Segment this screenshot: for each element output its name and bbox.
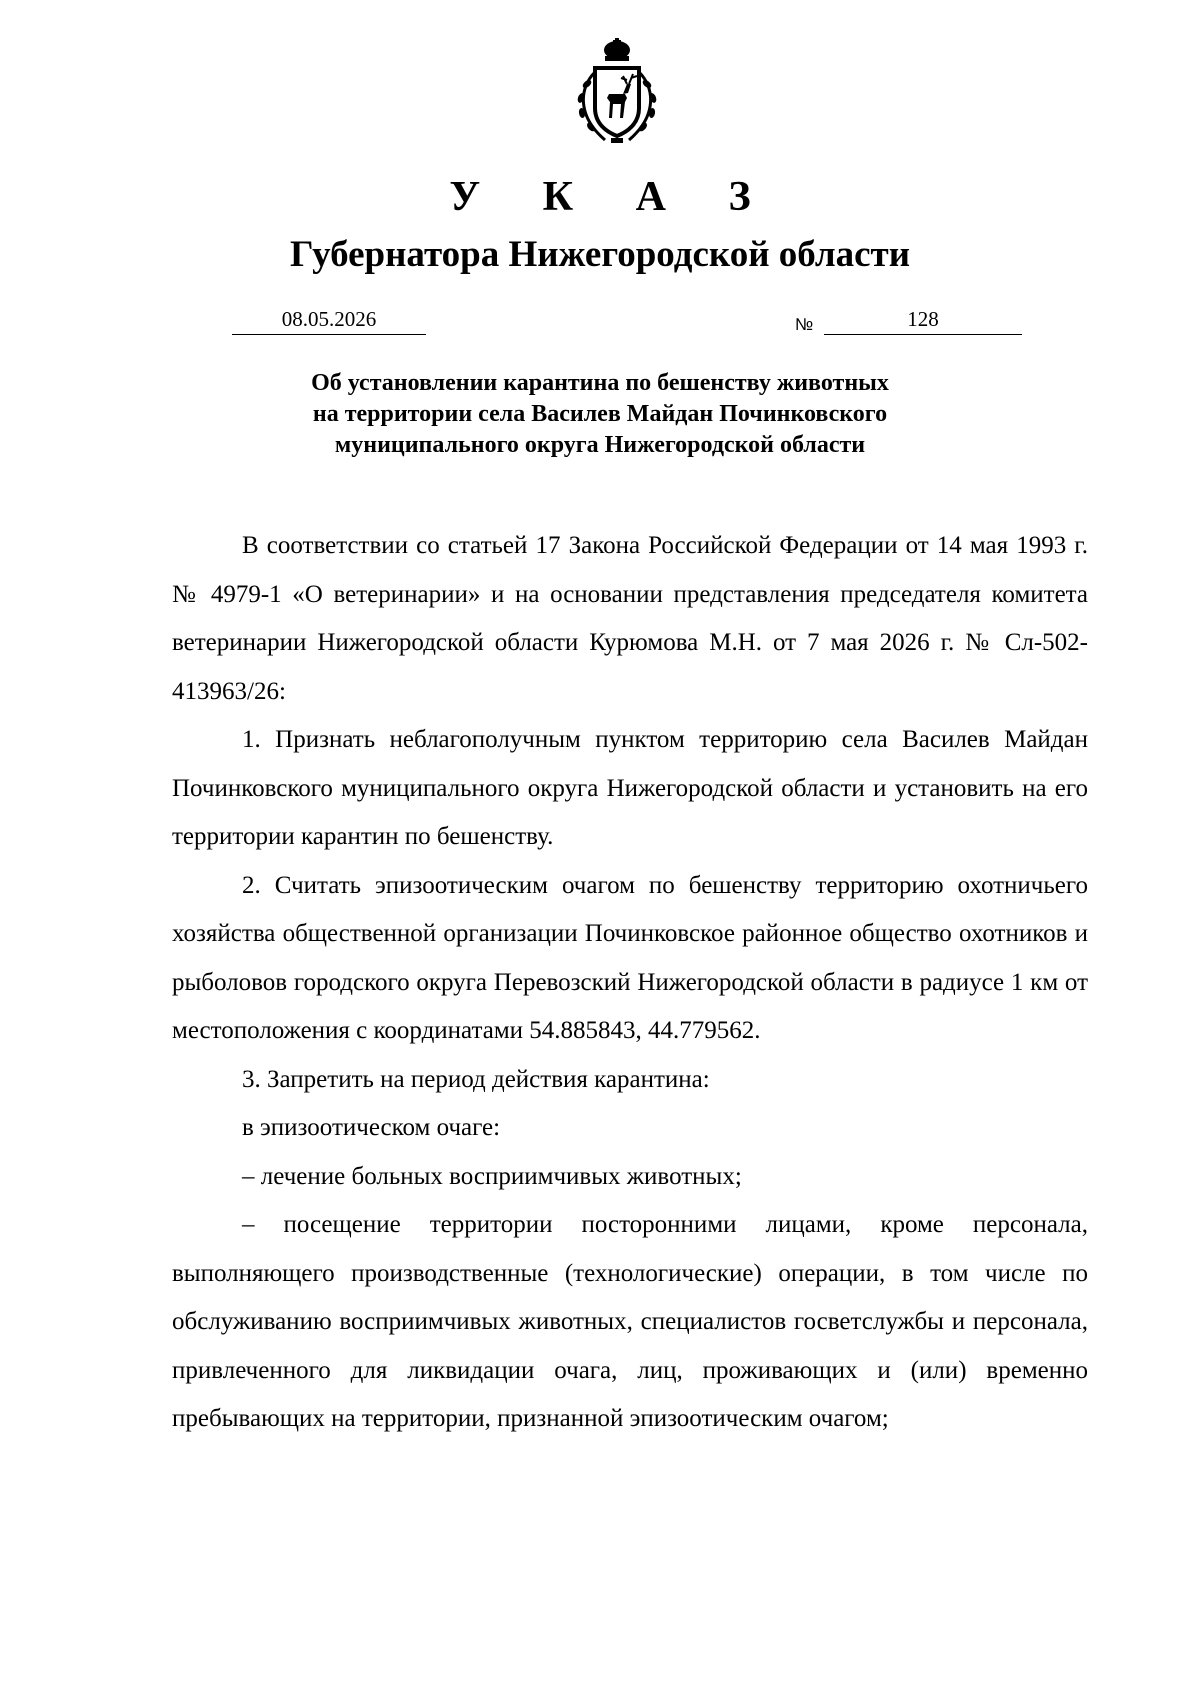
document-body bbox=[172, 522, 1088, 1444]
paragraph-item-2: 2. Считать эпизоотическим очагом по бешенству территорию охотничьего хозяйства общественной организации Починковское районное общество охотников и рыболовов городского округа Перевозский Нижегородской области в радиусе 1 км от местоположения с координатами 54.885843, 44.779562. bbox=[172, 871, 1088, 1044]
decree-number: 128 bbox=[824, 306, 1022, 335]
paragraph-focus-heading: в эпизоотическом очаге: bbox=[242, 1114, 501, 1141]
number-sign: № bbox=[795, 315, 814, 334]
decree-date: 08.05.2026 bbox=[232, 306, 426, 335]
heading-line: на территории села Василев Майдан Починковского bbox=[312, 401, 888, 427]
decree-subtitle: Губернатора Нижегородской области bbox=[289, 234, 911, 275]
paragraph-preamble: В соответствии со статьей 17 Закона Российской Федерации от 14 мая 1993 г. № 4979-1 «О ветеринарии» и на основании представления председателя комитета ветеринарии Нижегородской области Курюмова М.Н. от 7 мая 2026 г. № Сл-502-413963/26: bbox=[172, 532, 1088, 705]
paragraph-item-3: 3. Запретить на период действия карантина: bbox=[242, 1065, 710, 1093]
document-heading bbox=[0, 368, 1200, 461]
decree-title: У К А З bbox=[449, 174, 777, 220]
heading-line: Об установлении карантина по бешенству животных bbox=[311, 370, 889, 396]
coat-of-arms-icon bbox=[565, 38, 669, 148]
paragraph-dash-1: – лечение больных восприимчивых животных; bbox=[242, 1162, 742, 1190]
paragraph-item-1: 1. Признать неблагополучным пунктом территорию села Василев Майдан Починковского муниципального округа Нижегородской области и установить на его территории карантин по бешенству. bbox=[172, 726, 1088, 850]
heading-line: муниципального округа Нижегородской области bbox=[334, 432, 866, 458]
paragraph-dash-2: – посещение территории посторонними лицами, кроме персонала, выполняющего производственные (технологические) операции, в том числе по обслуживанию восприимчивых животных, специалистов госветслужбы и персонала, привлеченного для ликвидации очага, лиц, проживающих и (или) временно пребывающих на территории, признанной эпизоотическим очагом; bbox=[172, 1211, 1088, 1432]
